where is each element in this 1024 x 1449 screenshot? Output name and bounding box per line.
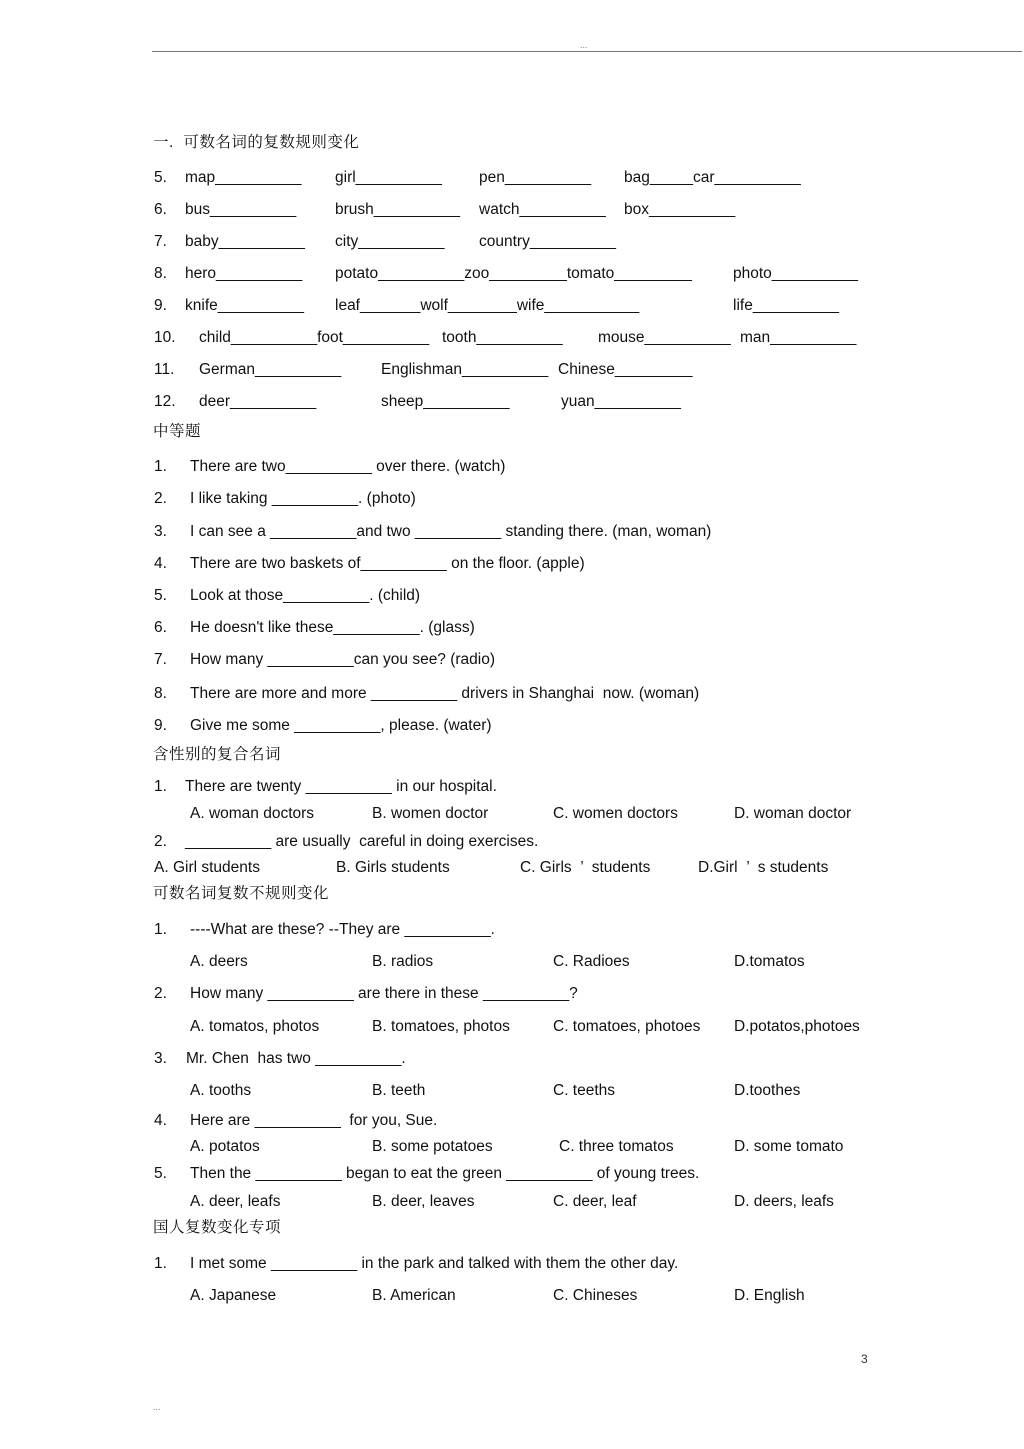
option: C. women doctors	[553, 805, 678, 822]
option: B. tomatoes, photos	[372, 1018, 510, 1035]
option: A. woman doctors	[190, 805, 315, 822]
exercise-cell: Englishman__________	[381, 361, 549, 378]
option: A. Japanese	[190, 1287, 277, 1304]
section-title: 一. 可数名词的复数规则变化	[153, 134, 360, 151]
item-number: 1.	[154, 921, 167, 938]
exercise-cell: bag_____car__________	[624, 169, 801, 186]
exercise-cell: country__________	[479, 233, 617, 250]
footer-dots: ...	[153, 1402, 161, 1412]
exercise-cell: map__________	[185, 169, 302, 186]
row-number: 7.	[154, 233, 167, 250]
item-number: 6.	[154, 619, 167, 636]
option: B. teeth	[372, 1082, 426, 1099]
option: D.tomatos	[734, 953, 805, 970]
option: A. deers	[190, 953, 248, 970]
option: D.Girl ’ s students	[698, 859, 829, 876]
option: B. American	[372, 1287, 456, 1304]
exercise-cell: bus__________	[185, 201, 297, 218]
item-number: 2.	[154, 490, 167, 507]
question-text: __________ are usually careful in doing exercises.	[185, 833, 539, 850]
exercise-cell: leaf_______wolf________wife___________	[335, 297, 640, 314]
exercise-text: Look at those__________. (child)	[190, 587, 421, 604]
exercise-cell: watch__________	[479, 201, 606, 218]
row-number: 10.	[154, 329, 176, 346]
row-number: 11.	[154, 361, 175, 378]
section-title: 可数名词复数不规则变化	[153, 885, 330, 902]
item-number: 1.	[154, 778, 167, 795]
exercise-cell: knife__________	[185, 297, 304, 314]
item-number: 3.	[154, 523, 167, 540]
item-number: 1.	[154, 1255, 167, 1272]
item-number: 7.	[154, 651, 167, 668]
exercise-cell: photo__________	[733, 265, 858, 282]
option: C. tomatoes, photoes	[553, 1018, 701, 1035]
option: B. women doctor	[372, 805, 489, 822]
item-number: 2.	[154, 985, 167, 1002]
section-title: 国人复数变化专项	[153, 1219, 282, 1236]
row-number: 12.	[154, 393, 176, 410]
exercise-cell: potato__________zoo_________tomato_________	[335, 265, 692, 282]
option: C. Chineses	[553, 1287, 638, 1304]
option: C. Girls ’ students	[520, 859, 651, 876]
exercise-cell: life__________	[733, 297, 840, 314]
option: A. deer, leafs	[190, 1193, 281, 1210]
exercise-text: I like taking __________. (photo)	[190, 490, 416, 507]
option: D.toothes	[734, 1082, 801, 1099]
question-text: How many __________ are there in these __________?	[190, 985, 578, 1002]
question-text: Here are __________ for you, Sue.	[190, 1112, 438, 1129]
section-title: 中等题	[153, 423, 202, 440]
option: C. Radioes	[553, 953, 630, 970]
exercise-cell: child__________foot__________	[199, 329, 430, 346]
item-number: 3.	[154, 1050, 167, 1067]
exercise-cell: tooth__________	[442, 329, 563, 346]
row-number: 6.	[154, 201, 167, 218]
option: B. radios	[372, 953, 434, 970]
option: A. potatos	[190, 1138, 260, 1155]
option: D. some tomato	[734, 1138, 844, 1155]
exercise-cell: city__________	[335, 233, 445, 250]
question-text: Then the __________ began to eat the green __________ of young trees.	[190, 1165, 700, 1182]
item-number: 4.	[154, 555, 167, 572]
option: C. deer, leaf	[553, 1193, 637, 1210]
exercise-cell: mouse__________	[598, 329, 731, 346]
exercise-cell: box__________	[624, 201, 736, 218]
exercise-text: Give me some __________, please. (water)	[190, 717, 492, 734]
page-number: 3	[861, 1352, 868, 1366]
exercise-cell: hero__________	[185, 265, 303, 282]
option: A. tooths	[190, 1082, 252, 1099]
row-number: 5.	[154, 169, 167, 186]
exercise-text: How many __________can you see? (radio)	[190, 651, 496, 668]
exercise-cell: baby__________	[185, 233, 305, 250]
exercise-text: There are more and more __________ drivers in Shanghai now. (woman)	[190, 685, 700, 702]
header-dots: ...	[580, 40, 588, 50]
option: C. teeths	[553, 1082, 616, 1099]
option: A. Girl students	[154, 859, 260, 876]
option: C. three tomatos	[559, 1138, 674, 1155]
exercise-text: There are two__________ over there. (watch)	[190, 458, 506, 475]
item-number: 4.	[154, 1112, 167, 1129]
exercise-cell: Chinese_________	[558, 361, 693, 378]
option: B. some potatoes	[372, 1138, 493, 1155]
option: B. Girls students	[336, 859, 450, 876]
exercise-cell: girl__________	[335, 169, 442, 186]
exercise-cell: sheep__________	[381, 393, 510, 410]
question-text: There are twenty __________ in our hospital.	[185, 778, 497, 795]
exercise-cell: deer__________	[199, 393, 317, 410]
header-rule	[152, 51, 1022, 52]
exercise-cell: yuan__________	[561, 393, 681, 410]
row-number: 9.	[154, 297, 167, 314]
option: D.potatos,photoes	[734, 1018, 860, 1035]
row-number: 8.	[154, 265, 167, 282]
section-title: 含性别的复合名词	[153, 746, 282, 763]
option: D. deers, leafs	[734, 1193, 834, 1210]
question-text: Mr. Chen has two __________.	[186, 1050, 406, 1067]
item-number: 9.	[154, 717, 167, 734]
exercise-text: There are two baskets of__________ on the floor. (apple)	[190, 555, 585, 572]
option: B. deer, leaves	[372, 1193, 475, 1210]
exercise-text: I can see a __________and two __________ standing there. (man, woman)	[190, 523, 712, 540]
exercise-cell: man__________	[740, 329, 857, 346]
item-number: 1.	[154, 458, 167, 475]
exercise-cell: brush__________	[335, 201, 460, 218]
exercise-text: He doesn't like these__________. (glass)	[190, 619, 475, 636]
question-text: ----What are these? --They are __________.	[190, 921, 495, 938]
option: D. English	[734, 1287, 805, 1304]
option: D. woman doctor	[734, 805, 852, 822]
item-number: 5.	[154, 587, 167, 604]
question-text: I met some __________ in the park and talked with them the other day.	[190, 1255, 679, 1272]
exercise-cell: pen__________	[479, 169, 592, 186]
item-number: 8.	[154, 685, 167, 702]
option: A. tomatos, photos	[190, 1018, 320, 1035]
exercise-cell: German__________	[199, 361, 342, 378]
item-number: 2.	[154, 833, 167, 850]
item-number: 5.	[154, 1165, 167, 1182]
